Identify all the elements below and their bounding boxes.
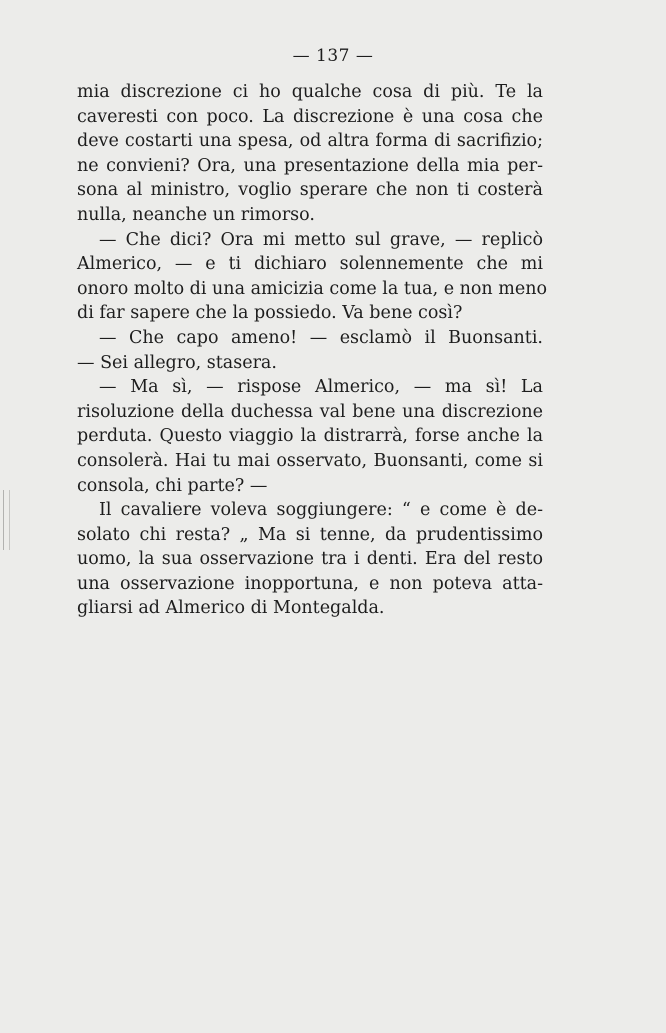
text-line: — Che capo ameno! — esclamò il Buonsanti.	[99, 327, 543, 348]
binding-gutter-mark	[3, 490, 10, 550]
text-line: onoro molto di una amicizia come la tua, e non meno	[77, 278, 548, 299]
text-line: Almerico, — e ti dichiaro solennemente che mi	[77, 254, 543, 275]
text-line: consolerà. Hai tu mai osservato, Buonsanti, come si	[77, 450, 543, 471]
text-line: ne convieni? Ora, una presentazione della mia per-	[77, 155, 543, 176]
text-line: consola, chi parte? —	[77, 475, 268, 496]
text-line: caveresti con poco. La discrezione è una cosa che	[77, 106, 543, 127]
page-number: — 137 —	[292, 46, 374, 66]
text-line: una osservazione inopportuna, e non poteva atta-	[77, 573, 543, 594]
text-line: solato chi resta? „ Ma si tenne, da prudentissimo	[77, 524, 543, 545]
text-line: mia discrezione ci ho qualche cosa di più. Te la	[77, 82, 543, 102]
text-line: — Che dici? Ora mi metto sul grave, — replicò	[99, 229, 543, 250]
text-line: — Ma sì, — rispose Almerico, — ma sì! La	[99, 377, 543, 398]
text-line: Il cavaliere voleva soggiungere: “ e come è de-	[99, 500, 543, 521]
text-line: uomo, la sua osservazione tra i denti. Era del resto	[77, 549, 543, 570]
text-line: sona al ministro, voglio sperare che non ti costerà	[77, 180, 543, 201]
text-line: deve costarti una spesa, od altra forma di sacrifizio;	[77, 131, 543, 152]
text-line: risoluzione della duchessa val bene una discrezione	[77, 401, 543, 422]
text-line: di far sapere che la possiedo. Va bene così?	[77, 303, 463, 324]
text-line: gliarsi ad Almerico di Montegalda.	[77, 598, 385, 619]
text-line: perduta. Questo viaggio la distrarrà, forse anche la	[77, 426, 543, 447]
text-line: — Sei allegro, stasera.	[77, 352, 277, 373]
body-text	[77, 80, 548, 621]
text-line: nulla, neanche un rimorso.	[77, 204, 315, 225]
